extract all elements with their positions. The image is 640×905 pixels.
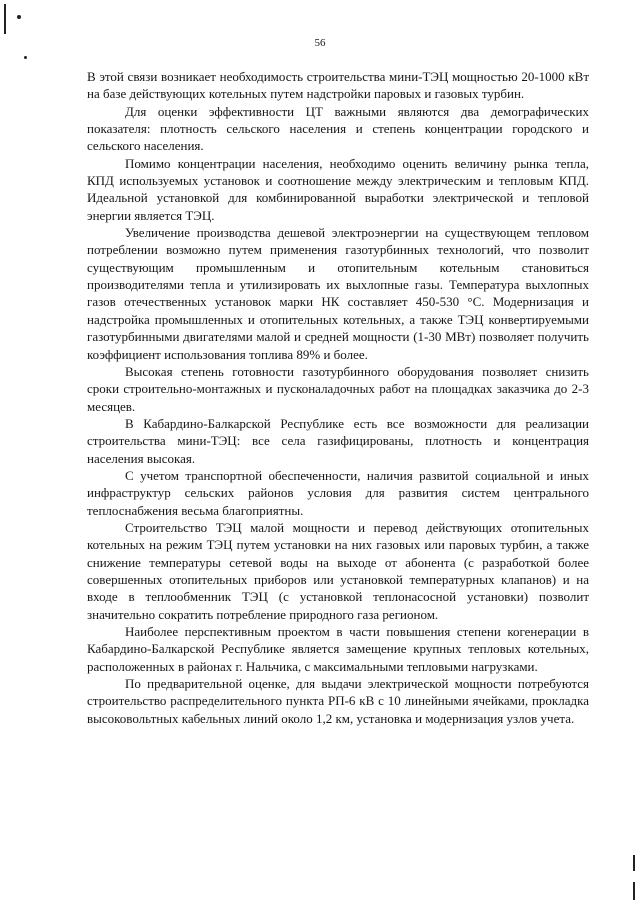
- body-text: [87, 68, 589, 727]
- paragraph: Наиболее перспективным проектом в части повышения степени когенерации в Кабардино-Балкарской Республике является замещение крупных тепловых котельных, расположенных в районах г. Нальчика, с максимальными тепловыми нагрузками.: [87, 624, 589, 674]
- paragraph: В этой связи возникает необходимость строительства мини-ТЭЦ мощностью 20-1000 кВт на базе действующих котельных путем надстройки паровых и газовых турбин.: [87, 69, 589, 102]
- page-number: 56: [314, 37, 326, 49]
- paragraph: Высокая степень готовности газотурбинного оборудования позволяет снизить сроки строительно-монтажных и пусконаладочных работ на площадках заказчика до 2-3 месяцев.: [87, 363, 589, 414]
- paragraph: Увеличение производства дешевой электроэнергии на существующем тепловом потреблении возможно путем применения газотурбинных технологий, что позволит существующим промышленным и отопительным котельным становиться производителями тепла и утилизировать их выхлопные газы. Температура выхлопных газов отечественных установок марки НК составляет 450-530 °С. Модернизация и надстройка промышленных и отопительных котельных, а также ТЭЦ конвертируемыми газотурбинными двигателями малой и средней мощности (1-30 МВт) позволяет получить коэффициент использования топлива 89% и более.: [87, 225, 589, 362]
- paragraph: Для оценки эффективности ЦТ важными являются два демографических показателя: плотность сельского населения и степень концентрации городского и сельского населения.: [87, 103, 589, 154]
- scan-mark: [4, 4, 6, 34]
- paragraph: С учетом транспортной обеспеченности, наличия развитой социальной и иных инфраструктур сельских районов условия для развития систем центрального теплоснабжения весьма благоприятны.: [87, 467, 589, 518]
- paragraph: По предварительной оценке, для выдачи электрической мощности потребуются строительство распределительного пункта РП-6 кВ с 10 линейными ячейками, прокладка высоковольтных кабельных линий около 1,2 км, установка и модернизация узлов учета.: [87, 676, 589, 726]
- paragraph: Строительство ТЭЦ малой мощности и перевод действующих отопительных котельных на режим ТЭЦ путем установки на них газовых или паровых турбин, а также снижение температуры сетевой воды на выходе от абонента (с разработкой более совершенных отопительных приборов или установкой температурных клапанов) и на входе в теплообменник ТЭЦ (с установкой теплонасосной установки) позволит значительно сократить потребление природного газа регионом.: [87, 519, 589, 622]
- scan-dot: [24, 56, 27, 59]
- scan-dot: [17, 15, 21, 19]
- scan-mark: [633, 855, 635, 871]
- paragraph: Помимо концентрации населения, необходимо оценить величину рынка тепла, КПД используемых установок и соотношение между электрическим и тепловым КПД. Идеальной установкой для комбинированной выработки электрической и тепловой энергии является ТЭЦ.: [87, 155, 589, 223]
- paragraph: В Кабардино-Балкарской Республике есть все возможности для реализации строительства мини-ТЭЦ: все села газифицированы, плотность и концентрация населения высокая.: [87, 415, 589, 466]
- scan-mark: [633, 882, 635, 900]
